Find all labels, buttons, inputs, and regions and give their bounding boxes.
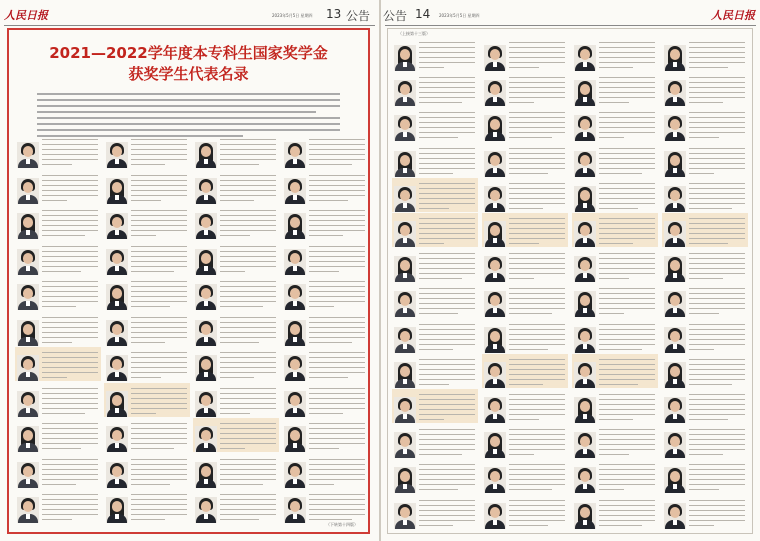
student-entry	[572, 389, 658, 423]
student-entry	[15, 276, 101, 310]
person-photo-icon	[664, 432, 686, 458]
person-photo-icon	[394, 186, 416, 212]
person-photo-icon	[195, 213, 217, 239]
student-entry	[572, 213, 658, 247]
announcement-frame	[7, 28, 370, 534]
person-photo-icon	[394, 362, 416, 388]
person-photo-icon	[394, 397, 416, 423]
person-photo-icon	[664, 115, 686, 141]
person-photo-icon	[17, 213, 39, 239]
student-entry	[104, 418, 190, 452]
student-entry	[193, 205, 279, 239]
person-photo-icon	[574, 327, 596, 353]
person-photo-icon	[574, 467, 596, 493]
page-number: 14	[415, 7, 431, 21]
person-photo-icon	[106, 426, 128, 452]
person-photo-icon	[394, 327, 416, 353]
person-photo-icon	[574, 221, 596, 247]
person-photo-icon	[195, 426, 217, 452]
person-photo-icon	[574, 362, 596, 388]
student-entry	[482, 37, 568, 71]
student-entry	[572, 72, 658, 106]
masthead-logo: 人民日报	[711, 9, 755, 22]
person-photo-icon	[17, 178, 39, 204]
student-entry	[193, 312, 279, 346]
person-photo-icon	[484, 327, 506, 353]
student-entry	[15, 347, 101, 381]
person-photo-icon	[17, 355, 39, 381]
student-entry	[392, 248, 478, 282]
student-entry	[193, 134, 279, 168]
student-entry	[662, 424, 748, 458]
person-photo-icon	[484, 256, 506, 282]
student-entry	[662, 248, 748, 282]
student-entry	[392, 495, 478, 529]
person-photo-icon	[284, 320, 306, 346]
person-photo-icon	[664, 45, 686, 71]
header-date: 2023年5月5日 星期四	[439, 13, 480, 18]
person-photo-icon	[17, 249, 39, 275]
person-photo-icon	[484, 362, 506, 388]
person-photo-icon	[17, 320, 39, 346]
person-photo-icon	[574, 291, 596, 317]
student-entry	[482, 283, 568, 317]
person-photo-icon	[394, 80, 416, 106]
student-entry	[15, 312, 101, 346]
student-entry	[572, 143, 658, 177]
person-photo-icon	[106, 497, 128, 523]
person-photo-icon	[394, 45, 416, 71]
student-entry	[392, 354, 478, 388]
section-name: 公告	[383, 9, 408, 23]
newspaper-page-14	[381, 0, 760, 541]
person-photo-icon	[484, 115, 506, 141]
person-photo-icon	[664, 151, 686, 177]
student-entry	[193, 276, 279, 310]
newspaper-page-13	[0, 0, 379, 541]
person-photo-icon	[574, 45, 596, 71]
person-photo-icon	[106, 142, 128, 168]
student-entry	[662, 283, 748, 317]
student-entry	[15, 205, 101, 239]
student-entry	[392, 107, 478, 141]
person-photo-icon	[106, 391, 128, 417]
student-entry	[282, 383, 368, 417]
person-photo-icon	[664, 327, 686, 353]
student-entry	[392, 143, 478, 177]
student-entry	[482, 354, 568, 388]
student-entry	[572, 319, 658, 353]
person-photo-icon	[484, 186, 506, 212]
student-entry	[104, 454, 190, 488]
student-entry	[104, 276, 190, 310]
person-photo-icon	[484, 221, 506, 247]
page-number: 13	[326, 7, 342, 21]
student-entry	[662, 319, 748, 353]
person-photo-icon	[17, 497, 39, 523]
person-photo-icon	[484, 397, 506, 423]
student-entry	[15, 454, 101, 488]
person-photo-icon	[284, 178, 306, 204]
student-entry	[392, 459, 478, 493]
student-entry	[662, 72, 748, 106]
page-header	[0, 4, 379, 26]
student-entry	[572, 107, 658, 141]
person-photo-icon	[394, 432, 416, 458]
student-entry	[572, 248, 658, 282]
section-name: 公告	[346, 9, 371, 23]
student-entry	[662, 143, 748, 177]
person-photo-icon	[394, 115, 416, 141]
student-entry	[392, 178, 478, 212]
student-entry	[15, 134, 101, 168]
person-photo-icon	[106, 355, 128, 381]
person-photo-icon	[17, 284, 39, 310]
student-entry	[482, 107, 568, 141]
student-entry	[282, 418, 368, 452]
person-photo-icon	[195, 249, 217, 275]
student-entry	[15, 170, 101, 204]
person-photo-icon	[284, 462, 306, 488]
student-entry	[572, 283, 658, 317]
page-subtitle: 获奖学生代表名录	[128, 65, 249, 83]
student-entry	[662, 37, 748, 71]
student-entry	[662, 213, 748, 247]
person-photo-icon	[106, 320, 128, 346]
person-photo-icon	[394, 291, 416, 317]
student-entry	[392, 389, 478, 423]
student-entry	[104, 134, 190, 168]
student-entry	[193, 347, 279, 381]
person-photo-icon	[106, 178, 128, 204]
person-photo-icon	[664, 397, 686, 423]
student-entry	[282, 134, 368, 168]
person-photo-icon	[195, 178, 217, 204]
student-entry	[392, 37, 478, 71]
person-photo-icon	[394, 503, 416, 529]
student-entry	[482, 459, 568, 493]
person-photo-icon	[394, 467, 416, 493]
person-photo-icon	[284, 426, 306, 452]
person-photo-icon	[574, 151, 596, 177]
person-photo-icon	[574, 503, 596, 529]
person-photo-icon	[284, 355, 306, 381]
person-photo-icon	[574, 397, 596, 423]
student-entry	[282, 489, 368, 523]
continued-note: （上接第十三版）	[398, 31, 430, 36]
page-title: 2021—2022学年度本专科生国家奖学金	[49, 44, 328, 62]
person-photo-icon	[574, 115, 596, 141]
student-entry	[482, 248, 568, 282]
person-photo-icon	[17, 462, 39, 488]
student-entry	[572, 459, 658, 493]
student-entry	[482, 319, 568, 353]
student-entry	[662, 107, 748, 141]
person-photo-icon	[484, 291, 506, 317]
continued-note: （下转第十四版）	[326, 522, 358, 527]
student-entry	[482, 389, 568, 423]
student-entry	[104, 241, 190, 275]
person-photo-icon	[484, 503, 506, 529]
student-entry	[282, 454, 368, 488]
person-photo-icon	[195, 355, 217, 381]
student-entry	[572, 424, 658, 458]
person-photo-icon	[664, 186, 686, 212]
student-entry	[572, 495, 658, 529]
student-entry	[104, 347, 190, 381]
person-photo-icon	[664, 80, 686, 106]
person-photo-icon	[574, 80, 596, 106]
person-photo-icon	[484, 80, 506, 106]
student-entry	[193, 383, 279, 417]
student-entry	[662, 495, 748, 529]
student-entry	[482, 178, 568, 212]
person-photo-icon	[284, 497, 306, 523]
person-photo-icon	[195, 497, 217, 523]
person-photo-icon	[17, 391, 39, 417]
student-entry	[482, 143, 568, 177]
student-entry	[482, 72, 568, 106]
student-entry	[193, 454, 279, 488]
person-photo-icon	[574, 186, 596, 212]
person-photo-icon	[195, 320, 217, 346]
person-photo-icon	[106, 284, 128, 310]
person-photo-icon	[574, 432, 596, 458]
person-photo-icon	[284, 249, 306, 275]
person-photo-icon	[394, 221, 416, 247]
student-entry	[282, 312, 368, 346]
person-photo-icon	[284, 142, 306, 168]
person-photo-icon	[106, 213, 128, 239]
student-entry	[482, 495, 568, 529]
person-photo-icon	[195, 284, 217, 310]
person-photo-icon	[484, 151, 506, 177]
person-photo-icon	[484, 432, 506, 458]
student-entry	[15, 489, 101, 523]
person-photo-icon	[106, 249, 128, 275]
person-photo-icon	[195, 142, 217, 168]
student-entry	[104, 312, 190, 346]
student-entry	[282, 170, 368, 204]
student-entry	[662, 459, 748, 493]
student-entry	[662, 354, 748, 388]
page-header	[381, 4, 760, 26]
header-date: 2023年5月5日 星期四	[272, 13, 313, 18]
person-photo-icon	[664, 467, 686, 493]
person-photo-icon	[284, 284, 306, 310]
person-photo-icon	[284, 391, 306, 417]
student-entry	[392, 213, 478, 247]
student-entry	[282, 347, 368, 381]
student-entry	[392, 319, 478, 353]
student-entry	[193, 489, 279, 523]
student-entry	[104, 383, 190, 417]
person-photo-icon	[195, 391, 217, 417]
person-photo-icon	[394, 151, 416, 177]
student-entry	[572, 178, 658, 212]
student-entry	[392, 283, 478, 317]
student-entry	[482, 213, 568, 247]
person-photo-icon	[574, 256, 596, 282]
student-entry	[662, 178, 748, 212]
student-entry	[662, 389, 748, 423]
person-photo-icon	[664, 291, 686, 317]
person-photo-icon	[17, 426, 39, 452]
student-entry	[104, 205, 190, 239]
student-entry	[282, 205, 368, 239]
student-entry	[572, 37, 658, 71]
person-photo-icon	[106, 462, 128, 488]
person-photo-icon	[664, 503, 686, 529]
person-photo-icon	[664, 256, 686, 282]
person-photo-icon	[664, 362, 686, 388]
person-photo-icon	[394, 256, 416, 282]
person-photo-icon	[484, 45, 506, 71]
student-entry	[15, 418, 101, 452]
student-entry	[282, 276, 368, 310]
student-entry	[15, 383, 101, 417]
student-entry	[193, 418, 279, 452]
student-entry	[282, 241, 368, 275]
person-photo-icon	[284, 213, 306, 239]
student-entry	[104, 489, 190, 523]
person-photo-icon	[664, 221, 686, 247]
student-entry	[193, 170, 279, 204]
person-photo-icon	[17, 142, 39, 168]
person-photo-icon	[484, 467, 506, 493]
student-entry	[572, 354, 658, 388]
student-entry	[392, 424, 478, 458]
student-entry	[482, 424, 568, 458]
masthead-logo: 人民日报	[4, 9, 48, 22]
student-entry	[15, 241, 101, 275]
announcement-frame	[387, 28, 753, 534]
person-photo-icon	[195, 462, 217, 488]
student-entry	[392, 72, 478, 106]
student-entry	[193, 241, 279, 275]
student-entry	[104, 170, 190, 204]
